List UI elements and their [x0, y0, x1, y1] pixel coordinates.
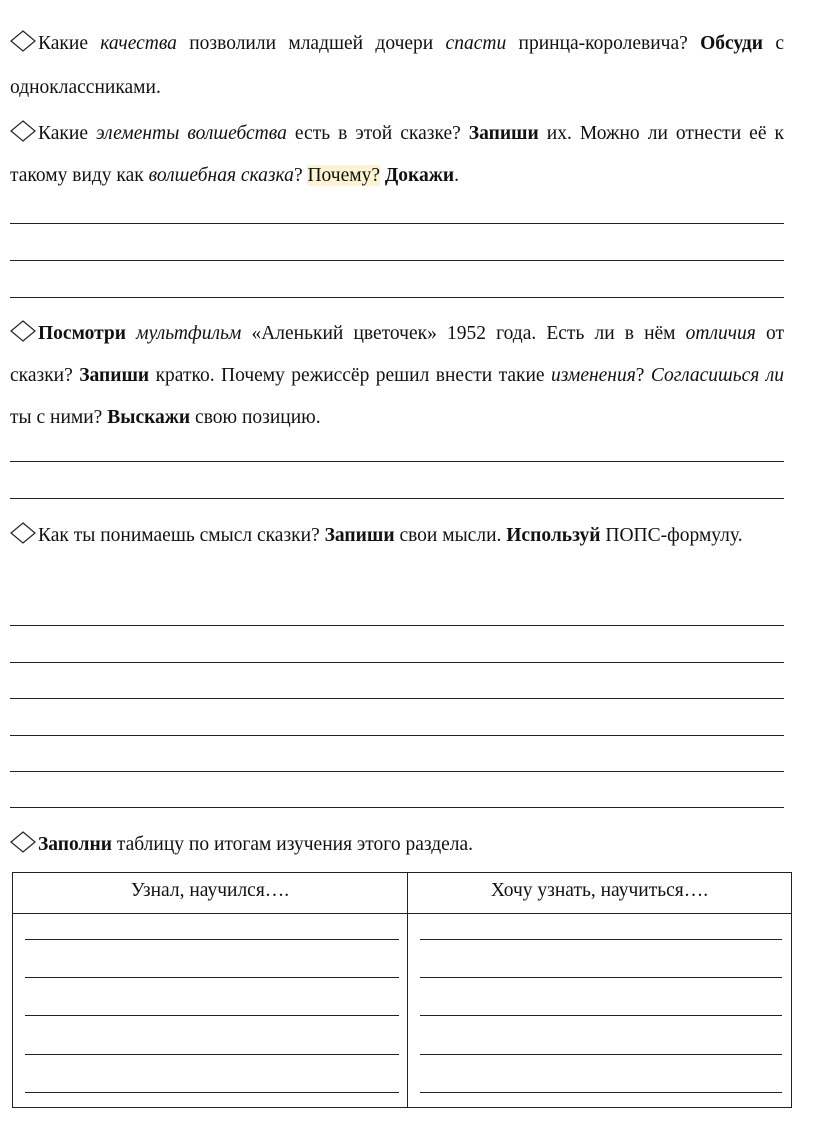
- right-cell-line[interactable]: [420, 1015, 782, 1016]
- task-text: от сказки?: [10, 323, 784, 386]
- table-divider: [13, 913, 791, 914]
- left-cell-line[interactable]: [25, 1092, 399, 1093]
- instruction-verb: Посмотри: [38, 323, 126, 344]
- answer-line[interactable]: [10, 461, 784, 462]
- instruction-verb: Запиши: [79, 365, 150, 386]
- answer-line[interactable]: [10, 735, 784, 736]
- diamond-bullet-icon: [10, 30, 36, 50]
- task-text: .: [454, 165, 459, 186]
- task-1: [10, 22, 784, 110]
- task-text: ?: [635, 365, 651, 386]
- instruction-verb: Выскажи: [107, 407, 191, 428]
- italic-term: Согласишься ли: [650, 365, 785, 386]
- table-header-want-to-learn: Хочу узнать, научиться….: [490, 880, 709, 901]
- task-3: [10, 313, 784, 439]
- italic-term: волшебная сказка: [148, 165, 294, 186]
- task-text: есть в этой сказке?: [286, 123, 469, 144]
- reflection-table: [12, 872, 792, 1108]
- diamond-bullet-icon: [10, 120, 36, 140]
- answer-line[interactable]: [10, 260, 784, 261]
- italic-term: качества: [100, 33, 177, 54]
- task-text: ты с ними?: [10, 407, 108, 428]
- task-text: позволили младшей дочери: [176, 33, 446, 54]
- task-text: принца-королевича?: [506, 33, 701, 54]
- task-text: ?: [293, 165, 308, 186]
- answer-line[interactable]: [10, 297, 784, 298]
- answer-line[interactable]: [10, 807, 784, 808]
- table-header-learned: Узнал, научился….: [130, 880, 290, 901]
- instruction-verb: Запиши: [324, 525, 395, 546]
- task-text: их. Можно ли отнести её к такому виду как: [10, 123, 785, 186]
- diamond-bullet-icon: [10, 320, 36, 340]
- left-cell-line[interactable]: [25, 977, 399, 978]
- answer-line[interactable]: [10, 662, 784, 663]
- italic-term: изменения: [551, 365, 636, 386]
- diamond-bullet-icon: [10, 522, 36, 542]
- instruction-verb: Запиши: [468, 123, 539, 144]
- diamond-bullet-icon: [10, 831, 36, 851]
- right-cell-line[interactable]: [420, 1092, 782, 1093]
- instruction-verb: Докажи: [384, 165, 455, 186]
- task-text: Какие: [38, 33, 101, 54]
- left-cell-line[interactable]: [25, 1054, 399, 1055]
- table-divider: [407, 873, 408, 1107]
- task-text: свою позицию.: [190, 407, 321, 428]
- task-4: [10, 515, 784, 557]
- answer-line[interactable]: [10, 223, 784, 224]
- task-text: Как ты понимаешь смысл сказки?: [38, 525, 325, 546]
- answer-line[interactable]: [10, 771, 784, 772]
- instruction-verb: Используй: [506, 525, 601, 546]
- italic-term: отличия: [685, 323, 756, 344]
- right-cell-line[interactable]: [420, 1054, 782, 1055]
- task-text: Какие: [38, 123, 97, 144]
- task-5: [10, 824, 784, 866]
- left-cell-line[interactable]: [25, 939, 399, 940]
- italic-term: спасти: [445, 33, 507, 54]
- italic-term: мультфильм: [136, 323, 242, 344]
- instruction-verb: Обсуди: [700, 33, 764, 54]
- italic-term: элементы волшебства: [96, 123, 287, 144]
- instruction-verb: Заполни: [38, 834, 112, 855]
- task-text: таблицу по итогам изучения этого раздела.: [111, 834, 474, 855]
- task-text: [126, 323, 136, 344]
- task-text: «Аленький цветочек» 1952 года. Есть ли в нём: [241, 323, 686, 344]
- task-text: кратко. Почему режиссёр решил внести такие: [149, 365, 551, 386]
- task-text: свои мысли.: [394, 525, 507, 546]
- answer-line[interactable]: [10, 498, 784, 499]
- highlighted-text: Почему?: [307, 165, 381, 186]
- answer-line[interactable]: [10, 625, 784, 626]
- task-text: с одноклассниками.: [10, 33, 784, 98]
- left-cell-line[interactable]: [25, 1015, 399, 1016]
- right-cell-line[interactable]: [420, 977, 782, 978]
- task-2: [10, 113, 784, 197]
- answer-line[interactable]: [10, 698, 784, 699]
- right-cell-line[interactable]: [420, 939, 782, 940]
- task-text: ПОПС-формулу.: [600, 525, 743, 546]
